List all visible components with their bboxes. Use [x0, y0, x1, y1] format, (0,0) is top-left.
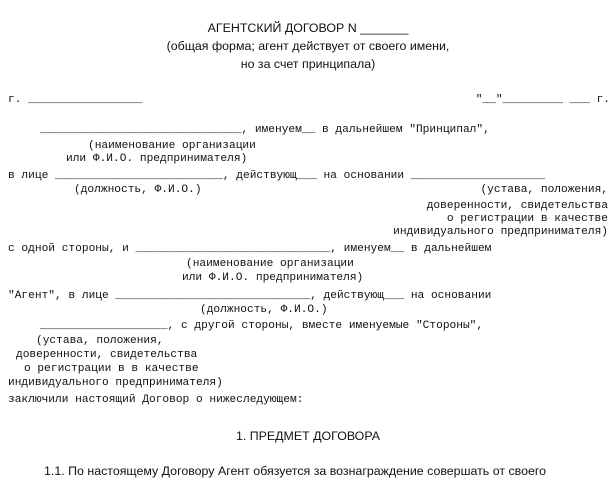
principal-name-hint2: или Ф.И.О. предпринимателя): [66, 153, 248, 165]
document-title: АГЕНТСКИЙ ДОГОВОР N _______: [207, 21, 409, 35]
document-subtitle-line1: (общая форма; агент действует от своего имени,: [166, 39, 450, 53]
place-field: г. _________________: [8, 94, 143, 106]
agent-basis-hint1: (устава, положения,: [36, 335, 164, 347]
principal-name-line: ______________________________, именуем__ в дальнейшем "Принципал",: [40, 124, 490, 136]
agent-representative-line: "Агент", в лице _____________________________, действующ___ на основании: [8, 290, 492, 302]
clause-1-1: 1.1. По настоящему Договору Агент обязуется за вознаграждение совершать от своего: [44, 464, 546, 478]
principal-basis-hint2: доверенности, свидетельства: [426, 200, 608, 212]
agent-basis-hint4: индивидуального предпринимателя): [8, 377, 223, 389]
principal-basis-hint1: (устава, положения,: [480, 184, 608, 196]
date-field: "__"_________ ___ г.: [475, 94, 610, 106]
agent-name-line: с одной стороны, и _____________________________, именуем__ в дальнейшем: [8, 243, 492, 255]
agent-position-hint: (должность, Ф.И.О.): [200, 304, 328, 316]
agent-name-hint1: (наименование организации: [186, 258, 354, 270]
agent-basis-hint2: доверенности, свидетельства: [16, 349, 198, 361]
principal-basis-hint4: индивидуального предпринимателя): [393, 226, 608, 238]
principal-position-hint: (должность, Ф.И.О.): [74, 184, 202, 196]
principal-name-hint1: (наименование организации: [88, 140, 256, 152]
document-subtitle-line2: но за счет принципала): [240, 57, 376, 71]
section-heading: 1. ПРЕДМЕТ ДОГОВОРА: [235, 429, 381, 443]
principal-representative-line: в лице _________________________, действующ___ на основании ____________________: [8, 170, 546, 182]
principal-basis-hint3: о регистрации в качестве: [446, 213, 608, 225]
agent-basis-line: ___________________, с другой стороны, вместе именуемые "Стороны",: [40, 320, 484, 332]
agent-name-hint2: или Ф.И.О. предпринимателя): [182, 272, 364, 284]
agreement-intro: заключили настоящий Договор о нижеследующем:: [8, 394, 304, 406]
agent-basis-hint3: о регистрации в в качестве: [24, 363, 199, 375]
